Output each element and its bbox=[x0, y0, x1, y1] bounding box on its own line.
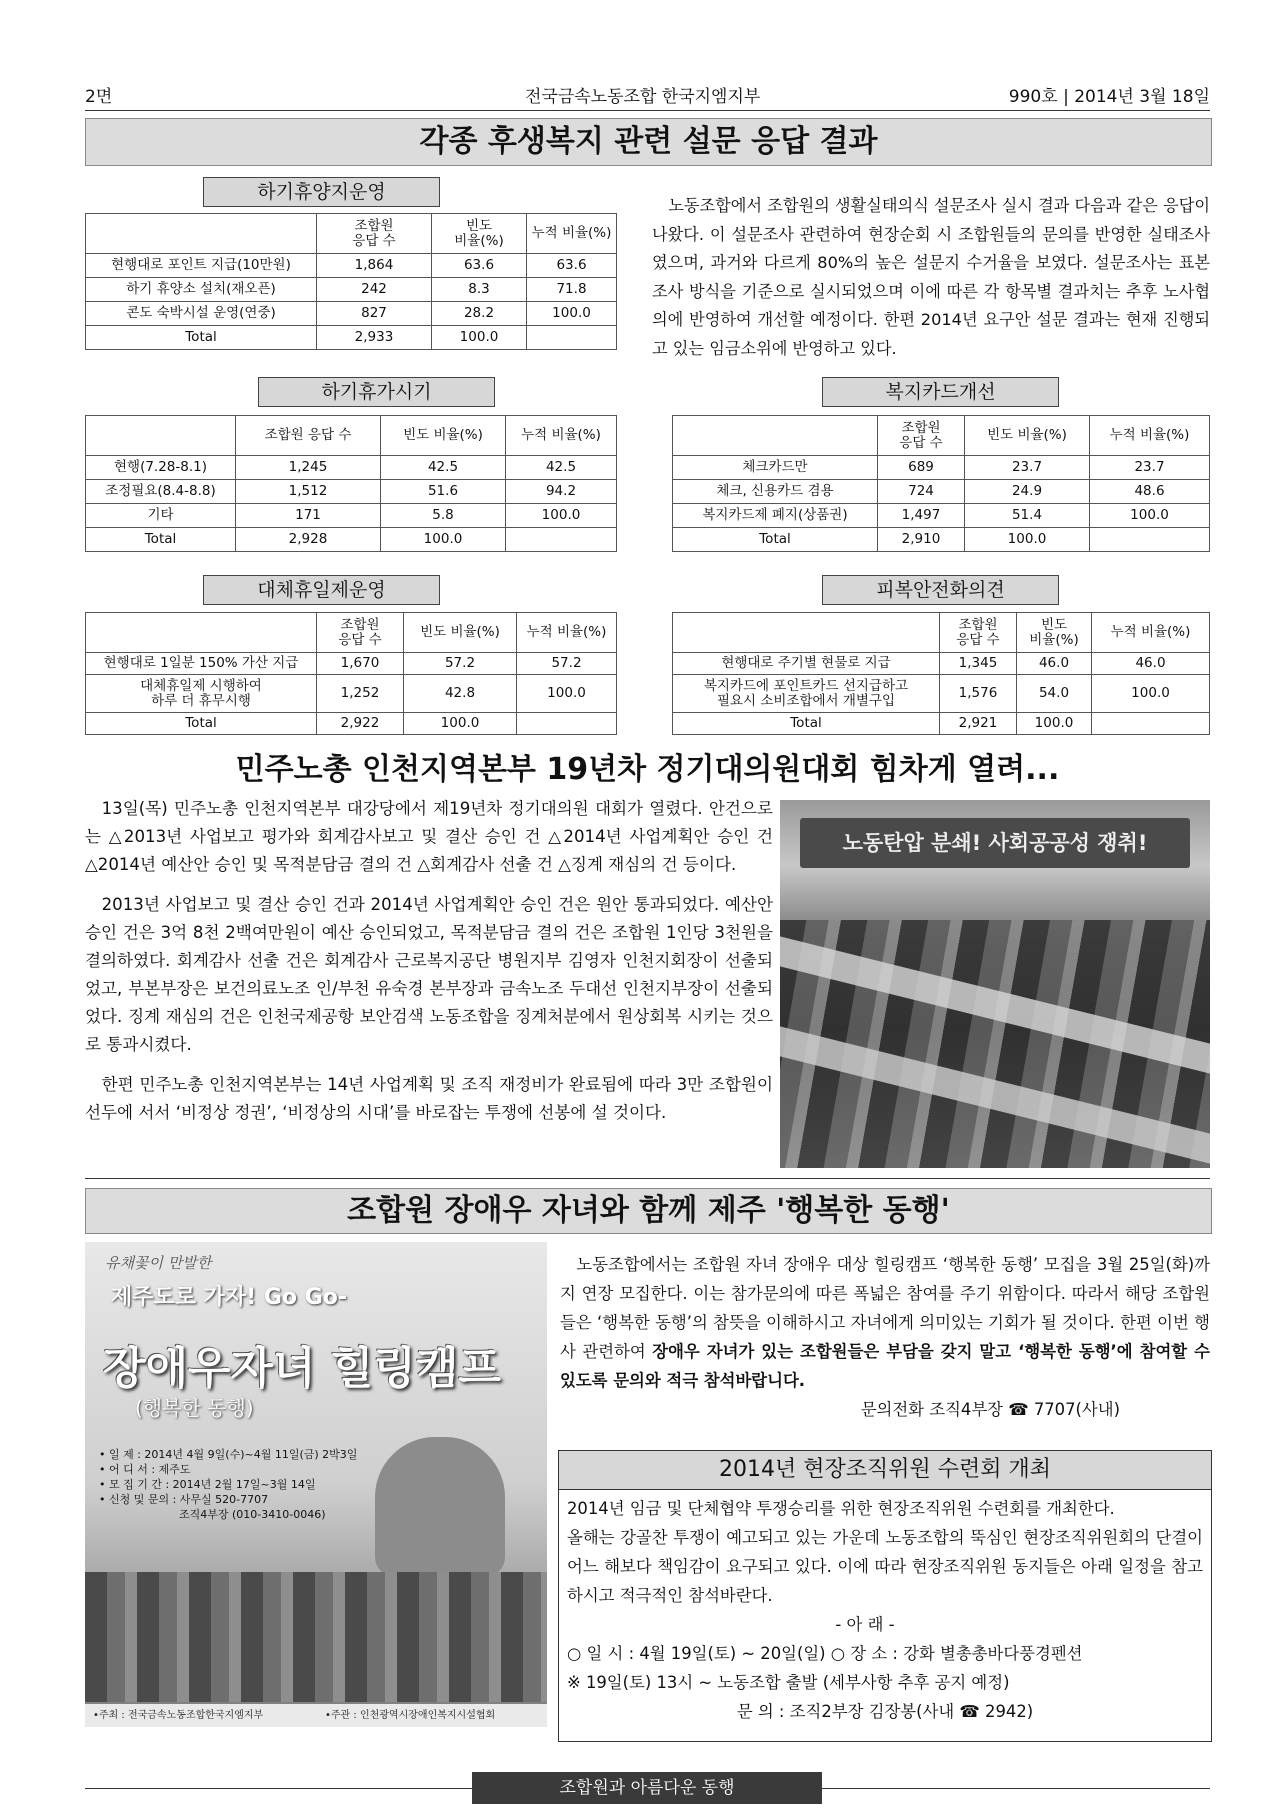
table-title-substitute-holiday: 대체휴일제운영 bbox=[203, 575, 440, 605]
table-title-uniform-safety-shoes: 피복안전화의견 bbox=[822, 575, 1059, 605]
table-summer-resort: 조합원 응답 수 빈도 비율(%) 누적 비율(%) 현행대로 포인트 지급(10만원) 1,864 63.6 63.6 하기 휴양소 설치(재오픈) 242 8.3 71.8 콘도 숙박시설 운영(연중) 827 28.2 100.0 Total 2,933 100.0 bbox=[85, 213, 617, 350]
convention-photo bbox=[780, 800, 1210, 1168]
issue-date: 990호 | 2014년 3월 18일 bbox=[1008, 87, 1210, 107]
article-kctu-body bbox=[85, 795, 773, 1127]
article-jeju-emphasis: 장애우 자녀가 있는 조합원들은 부담을 갖지 말고 ‘행복한 동행’에 참여할 수 있도록 문의와 적극 참석바랍니다. bbox=[560, 1342, 1211, 1390]
table-title-summer-vacation: 하기휴가시기 bbox=[258, 377, 495, 407]
survey-title: 각종 후생복지 관련 설문 응답 결과 bbox=[85, 118, 1212, 166]
convention-banner: 노동탄압 분쇄! 사회공공성 쟁취! bbox=[800, 818, 1190, 868]
article-kctu-p2: 2013년 사업보고 및 결산 승인 건과 2014년 사업계획안 승인 건은 원안 통과되었다. 예산안 승인 건은 3억 8천 2백여만원이 예산 승인되었고, 목적분담금 결의 건은 조합원 1인당 3천원을 결의하였다. 회계감사 선출 건은 회계감사 근로복지공단 병원지부 김영자 인천지회장이 선출되었고, 부본부장은 보건의료노조 인/부천 유숙경 본부장과 금속노조 두대선 인천지부장이 선출되었다. 징계 재심의 건은 인천국제공항 보안검색 노동조합을 징계처분에서 원상회복 시키는 것으로 통과시켰다. bbox=[85, 895, 773, 1054]
training-notice-box bbox=[558, 1450, 1212, 1742]
training-notice-departure: ※ 19일(토) 13시 ~ 노동조합 출발 (세부사항 추후 공지 예정) bbox=[567, 1673, 1010, 1692]
training-notice-below: - 아 래 - bbox=[835, 1615, 895, 1634]
training-notice-l1: 2014년 임금 및 단체협약 투쟁승리를 위한 현장조직위원 수련회를 개최한다. bbox=[567, 1499, 1115, 1518]
article-kctu-p3: 한편 민주노총 인천지역본부는 14년 사업계획 및 조직 재정비가 완료됨에 따라 3만 조합원이 선두에 서서 ‘비정상 정권’, ‘비정상의 시대’를 바로잡는 투쟁에 선봉에 설 것이다. bbox=[85, 1075, 773, 1122]
table-welfare-card: 조합원 응답 수 빈도 비율(%) 누적 비율(%) 체크카드만 689 23.7 23.7 체크, 신용카드 겸용 724 24.9 48.6 복지카드제 폐지(상품권) 1,497 51.4 100.0 Total 2,910 100.0 bbox=[672, 415, 1210, 552]
training-notice-title: 2014년 현장조직위원 수련회 개최 bbox=[559, 1451, 1211, 1490]
page-number: 2면 bbox=[85, 87, 113, 107]
article-jeju-title: 조합원 장애우 자녀와 함께 제주 '행복한 동행' bbox=[85, 1188, 1212, 1234]
divider bbox=[85, 1178, 1210, 1179]
publisher: 전국금속노동조합 한국지엠지부 bbox=[525, 87, 761, 107]
article-kctu-p1: 13일(목) 민주노총 인천지역본부 대강당에서 제19년차 정기대의원 대회가 열렸다. 안건으로는 △2013년 사업보고 평가와 회계감사보고 및 결산 승인 건 △2014년 사업계획안 승인 건 △2014년 예산안 승인 및 목적분담금 결의 건 △회계감사 선출 건 △징계 재심의 건 등이다. bbox=[85, 799, 773, 874]
article-jeju-contact: 문의전화 조직4부장 ☎ 7707(사내) bbox=[860, 1400, 1120, 1419]
training-notice-contact: 문 의 : 조직2부장 김장봉(사내 ☎ 2942) bbox=[736, 1702, 1034, 1721]
training-notice-l2: 올해는 강골찬 투쟁이 예고되고 있는 가운데 노동조합의 뚝심인 현장조직위원회의 단결이 어느 해보다 책임감이 요구되고 있다. 이에 따라 현장조직위원 동지들은 아래 일정을 참고하시고 적극적인 참석바란다. bbox=[567, 1528, 1203, 1605]
survey-intro: 노동조합에서 조합원의 생활실태의식 설문조사 실시 결과 다음과 같은 응답이 나왔다. 이 설문조사 관련하여 현장순회 시 조합원들의 문의를 반영한 실태조사였으며, 과거와 다르게 80%의 높은 설문지 수거율을 보였다. 설문조사는 표본조사 방식을 기준으로 실시되었으며 이에 따른 각 항목별 결과치는 추후 노사협의에 반영하여 개선할 예정이다. 한편 2014년 요구안 설문 결과는 현재 진행되고 있는 임금소위에 반영하고 있다. bbox=[652, 196, 1210, 358]
table-substitute-holiday: 조합원 응답 수 빈도 비율(%) 누적 비율(%) 현행대로 1일분 150% 가산 지급 1,670 57.2 57.2 대체휴일제 시행하여 하루 더 휴무시행 1,252 42.8 100.0 Total 2,922 100.0 bbox=[85, 612, 617, 735]
article-jeju-body: 노동조합에서는 조합원 자녀 장애우 대상 힐링캠프 ‘행복한 동행’ 모집을 3월 25일(화)까지 연장 모집한다. 이는 참가문의에 따른 폭넓은 참여를 주기 위함이다. 따라서 해당 조합원들은 ‘행복한 동행’의 참뜻을 이해하시고 자녀에게 의미있는 기회가 될 것이다. 한편 이번 행사 관련하여 장애우 자녀가 있는 조합원들은 부담을 갖지 말고 ‘행복한 동행’에 참여할 수 있도록 문의와 적극 참석바랍니다. 문의전화 조직4부장 ☎ 7707(사내) bbox=[560, 1250, 1210, 1424]
article-kctu-title: 민주노총 인천지역본부 19년차 정기대의원대회 힘차게 열려... bbox=[235, 752, 1060, 787]
table-title-summer-resort: 하기휴양지운영 bbox=[203, 177, 440, 207]
footer-slogan: 조합원과 아름다운 동행 bbox=[472, 1772, 822, 1804]
table-uniform-safety-shoes: 조합원 응답 수 빈도 비율(%) 누적 비율(%) 현행대로 주기별 현물로 지급 1,345 46.0 46.0 복지카드에 포인트카드 선지급하고 필요시 소비조합에서 개별구입 1,576 54.0 100.0 Total 2,921 100.0 bbox=[672, 612, 1210, 735]
table-title-welfare-card: 복지카드개선 bbox=[822, 377, 1059, 407]
training-notice-schedule: ○ 일 시 : 4월 19일(토) ~ 20일(일) ○ 장 소 : 강화 별총총바다풍경펜션 bbox=[567, 1644, 1083, 1663]
table-summer-vacation: 조합원 응답 수 빈도 비율(%) 누적 비율(%) 현행(7.28-8.1) 1,245 42.5 42.5 조정필요(8.4-8.8) 1,512 51.6 94.2 기타 171 5.8 100.0 Total 2,928 100.0 bbox=[85, 415, 617, 552]
healing-camp-poster: 유채꽃이 만발한 제주도로 가자! Go Go- 장애우자녀 힐링캠프 (행복한 동행) • 일 제 : 2014년 4월 9일(수)~4월 11일(금) 2박3일 • 어 디 서 : 제주도 • 모 집 기 간 : 2014년 2월 17일~3월 14일 • 신청 및 문의 : 사무실 520-7707 조직4부장 (010-3410-0046) •주최 : 전국금속노동조합한국지엠지부 •주관 : 인천광역시장애인복지시설협회 bbox=[85, 1242, 547, 1727]
page-header bbox=[85, 80, 1210, 111]
